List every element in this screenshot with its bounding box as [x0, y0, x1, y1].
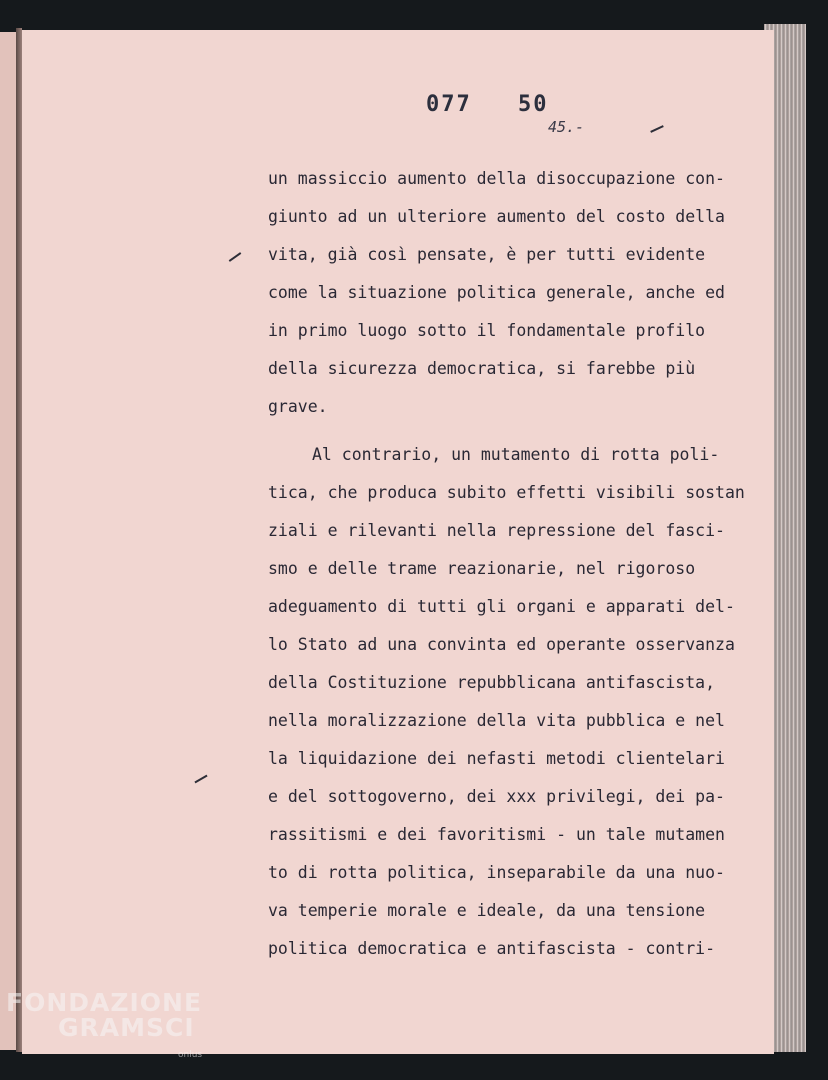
text-line: va temperie morale e ideale, da una tensione — [268, 901, 706, 920]
text-line: come la situazione politica generale, anche ed — [268, 283, 725, 302]
text-line: vita, già così pensate, è per tutti evidente — [268, 245, 706, 264]
text-line: smo e delle trame reazionarie, nel rigoroso — [268, 559, 696, 578]
text-line: adeguamento di tutti gli organi e apparati del- — [268, 597, 735, 616]
text-line: e del sottogoverno, dei xxx privilegi, dei pa- — [268, 787, 725, 806]
text-line: Al contrario, un mutamento di rotta poli- — [312, 445, 720, 464]
text-line: in primo luogo sotto il fondamentale profilo — [268, 321, 706, 340]
text-line: della Costituzione repubblicana antifascista, — [268, 673, 716, 692]
text-line: tica, che produca subito effetti visibili sostan — [268, 483, 745, 502]
text-line: della sicurezza democratica, si farebbe più — [268, 359, 696, 378]
watermark-logo — [6, 988, 203, 1060]
text-line: la liquidazione dei nefasti metodi clientelari — [268, 749, 725, 768]
text-line: politica democratica e antifascista - contri- — [268, 939, 716, 958]
text-line: ziali e rilevanti nella repressione del fasci- — [268, 521, 725, 540]
left-page-edge — [0, 32, 16, 1050]
watermark-line-2: GRAMSCI — [58, 1013, 195, 1042]
text-line: nella moralizzazione della vita pubblica e nel — [268, 711, 725, 730]
watermark-line-3: onlus — [178, 1050, 203, 1060]
typewritten-text — [268, 160, 745, 968]
folio-stamp-number: 50 — [518, 92, 549, 117]
text-line: lo Stato ad una convinta ed operante osservanza — [268, 635, 735, 654]
watermark-line-1: FONDAZIONE — [6, 988, 203, 1017]
page-number: 45.- — [548, 118, 585, 136]
archive-stamp-number: 077 — [426, 92, 472, 117]
text-line: grave. — [268, 397, 328, 416]
text-line: rassitismi e dei favoritismi - un tale mutamen — [268, 825, 725, 844]
text-line: giunto ad un ulteriore aumento del costo della — [268, 207, 725, 226]
text-line: to di rotta politica, inseparabile da una nuo- — [268, 863, 725, 882]
text-line: un massiccio aumento della disoccupazione con- — [268, 169, 725, 188]
